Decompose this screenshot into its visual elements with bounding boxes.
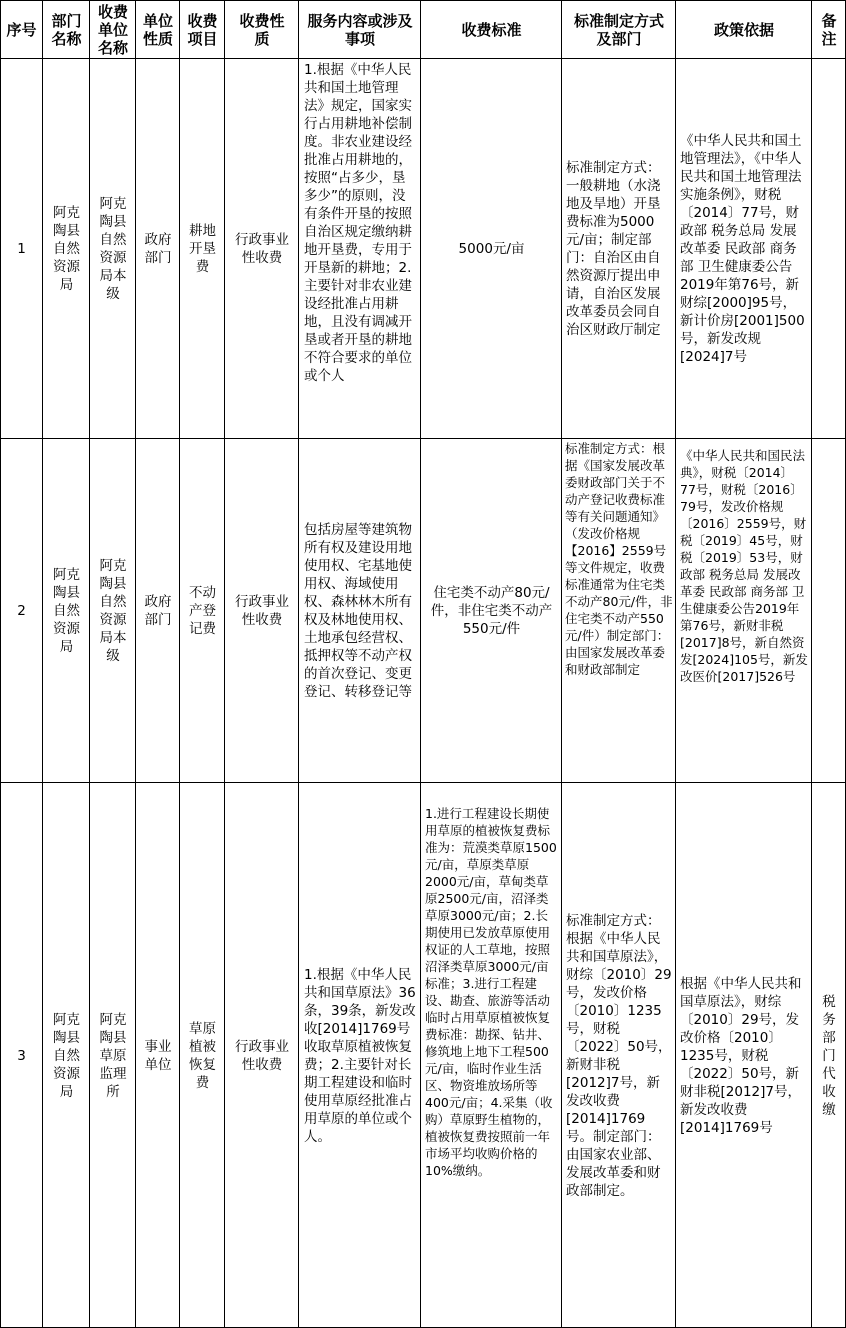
row1-standard: 5000元/亩 [458,241,525,257]
row3-service [299,783,421,1328]
row1-remark [812,59,846,439]
header-dept: 部门名称 [51,11,82,48]
row3-standard: 1.进行工程建设长期使用草原的植被恢复费标准为：荒漠类草原1500元/亩，草原类草原2000元/亩，草甸类草原2500元/亩，沼泽类草原3000元/亩；2.长期使用已发放草原使用权证的人工草地，按照沼泽类草原3000元/亩标准；3.进行工程建设、勘查、旅游等活动临时占用草原植被恢复费标准：勘探、钻井、修筑地上地下工程500元/亩，临时作业生活区、物资堆放场所等400元/亩；4.采集（收购）草原野生植物的，植被恢复费按照前一年市场平均收购价格的10%缴纳。 [425,806,557,1178]
header-method: 标准制定方式及部门 [573,11,664,48]
row3-item: 草原植被恢复费 [189,1020,216,1091]
row3-policy-text: 根据《中华人民共和国草原法》，财综〔2010〕29号，发改价格〔2010〕1235号，财税〔2022〕50号，新财非税[2012]7号，新发改收费[2014]1769号 [680,975,802,1136]
row2-unit: 阿克陶县自然资源局本级 [99,558,127,664]
row2-nature: 政府部门 [144,594,172,628]
row1-policy-text: 《中华人民共和国土地管理法》，《中华人民共和国土地管理法实施条例》，财税〔2014〕77号，财政部 税务总局 发展改革委 民政部 商务部 卫生健康委公告2019年第76号，新财综[2000]95号，新计价房[2001]500号，新发改规[2024]7号 [680,133,805,365]
row3-fee-nature: 行政事业性收费 [235,1038,289,1073]
row2-service-text: 包括房屋等建筑物所有权及建设用地使用权、宅基地使用权、海域使用权、森林林木所有权及林地使用权、土地承包经营权、抵押权等不动产权的首次登记、变更登记、转移登记等 [304,522,412,700]
row2-standard: 住宅类不动产80元/件，非住宅类不动产550元/件 [430,585,553,637]
row1-nature: 政府部门 [144,232,172,266]
row3-dept: 阿克陶县自然资源局 [53,1011,80,1100]
header-unit: 收费单位名称 [97,2,128,57]
row3-method [562,783,676,1328]
row3-seq: 3 [17,1047,26,1064]
row2-remark [812,439,846,783]
row3-nature: 事业单位 [144,1038,172,1073]
row1-unit: 阿克陶县自然资源局本级 [99,196,127,302]
row1-item: 耕地开垦费 [189,223,216,275]
row2-method: 标准制定方式：根据《国家发展改革委财政部门关于不动产登记收费标准等有关问题通知》（发改价格规【2016】2559号等文件规定，收费标准通常为住宅类不动产80元/件，非住宅类不动产550元/件）制定部门：由国家发展改革委和财政部制定 [565,441,673,677]
header-remark: 备注 [821,11,837,48]
row1-method-text: 标准制定方式：一般耕地（水浇地及旱地）开垦费标准为5000元/亩；制定部门：自治区由自然资源厅提出申请，自治区发展改革委员会同自治区财政厅制定 [566,160,661,338]
row1-fee-nature: 行政事业性收费 [235,232,289,266]
row3-service-text: 1.根据《中华人民共和国草原法》36条，39条，新发改收[2014]1769号收取草原植被恢复费；2.主要针对长期工程建设和临时使用草原经批准占用草原的单位或个人。 [304,966,416,1145]
row2-dept: 阿克陶县自然资源局 [53,567,80,655]
row2-service [299,439,421,783]
row2-seq: 2 [17,603,26,619]
row2-fee-nature: 行政事业性收费 [235,594,289,628]
header-item: 收费项目 [187,11,218,48]
row3-policy [676,783,812,1328]
header-nature: 单位性质 [142,11,173,48]
header-service: 服务内容或涉及事项 [307,11,413,48]
header-fee-nature: 收费性质 [239,11,285,48]
row2-policy: 《中华人民共和国民法典》，财税〔2014〕77号，财税〔2016〕79号，发改价格规〔2016〕2559号，财税〔2019〕45号，财税〔2019〕53号，财政部 税务总局 发展改革委 民政部 商务部 卫生健康委公告2019年第76号，新财非税[2017]8号，新自然资发[2024]105号，新发改医价[2017]526号 [680,448,808,684]
header-policy: 政策依据 [713,20,774,39]
row1-policy [676,59,812,439]
row1-method [562,59,676,439]
row3-remark: 税务部门代收缴 [822,993,836,1118]
header-standard: 收费标准 [461,20,522,39]
row1-service: 1.根据《中华人民共和国土地管理法》规定，国家实行占用耕地补偿制度。非农业建设经批准占用耕地的，按照“占多少，垦多少”的原则，没有条件开垦的按照自治区规定缴纳耕地开垦费，专用于开垦新的耕地；2.主要针对非农业建设经批准占用耕地，且没有调减开垦或者开垦的耕地不符合要求的单位或个人 [304,62,412,384]
row3-unit: 阿克陶县草原监理所 [99,1011,127,1100]
row1-seq: 1 [17,241,26,257]
row3-method-text: 标准制定方式：根据《中华人民共和国草原法》，财综〔2010〕29号，发改价格〔2010〕1235号，财税〔2022〕50号，新财非税[2012]7号，新发改收费[2014]1769号。制定部门：由国家农业部、发展改革委和财政部制定。 [566,912,672,1199]
header-seq: 序号 [6,20,37,39]
row1-dept: 阿克陶县自然资源局 [53,205,80,293]
row2-item: 不动产登记费 [189,585,216,637]
